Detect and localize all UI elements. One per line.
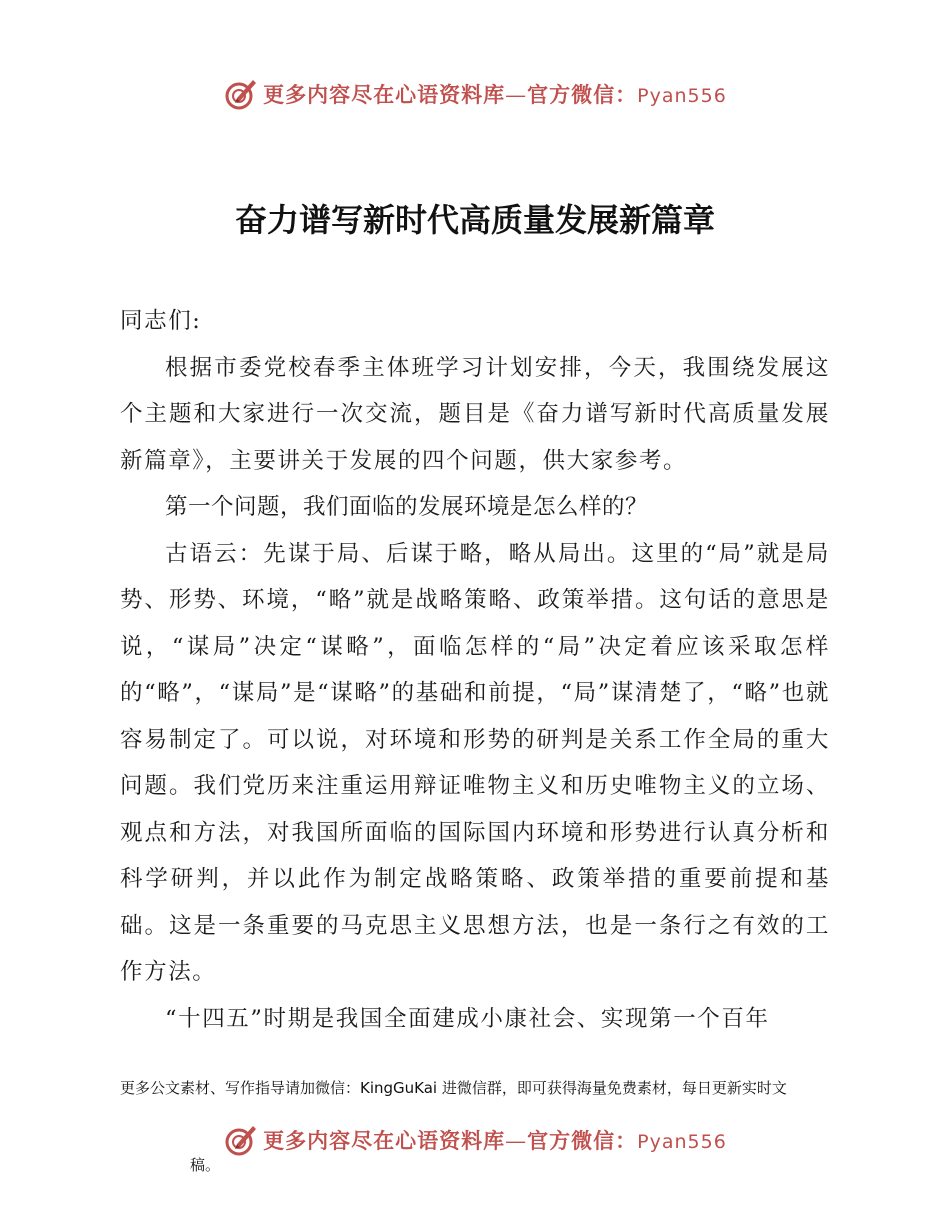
pen-logo-icon xyxy=(223,76,259,112)
watermark-footer xyxy=(0,1116,950,1164)
section-heading-1: 第一个问题，我们面临的发展环境是怎么样的？ xyxy=(165,494,649,520)
document-body xyxy=(120,298,830,1042)
paragraph-intro: 根据市委党校春季主体班学习计划安排，今天，我围绕发展这个主题和大家进行一次交流，题目是《奋力谱写新时代高质量发展新篇章》，主要讲关于发展的四个问题，供大家参考。 xyxy=(120,354,830,474)
watermark-text: 更多内容尽在心语资料库—官方微信：Pyan556 xyxy=(263,1128,727,1153)
document-title: 奋力谱写新时代高质量发展新篇章 xyxy=(234,201,715,239)
watermark-header xyxy=(0,70,950,118)
paragraph-body-2: “十四五”时期是我国全面建成小康社会、实现第一个百年 xyxy=(165,1005,770,1032)
watermark-text: 更多内容尽在心语资料库—官方微信：Pyan556 xyxy=(263,82,727,107)
pen-logo-icon xyxy=(223,1122,259,1158)
footer-note-tail: 稿。 xyxy=(190,1156,221,1174)
footer-note: 更多公文素材、写作指导请加微信：KingGuKai 进微信群，即可获得海量免费素材，每日更新实时文 xyxy=(120,1079,787,1097)
salutation: 同志们: xyxy=(120,308,202,334)
paragraph-body-1: 古语云：先谋于局、后谋于略，略从局出。这里的“局”就是局势、形势、环境，“略”就是战略策略、政策举措。这句话的意思是说，“谋局”决定“谋略”，面临怎样的“局”决定着应该采取怎样的“略”，“谋局”是“谋略”的基础和前提，“局”谋清楚了，“略”也就容易制定了。可以说，对环境和形势的研判是关系工作全局的重大问题。我们党历来注重运用辩证唯物主义和历史唯物主义的立场、观点和方法，对我国所面临的国际国内环境和形势进行认真分析和科学研判，并以此作为制定战略策略、政策举措的重要前提和基础。这是一条重要的马克思主义思想方法，也是一条行之有效的工作方法。 xyxy=(120,540,830,985)
